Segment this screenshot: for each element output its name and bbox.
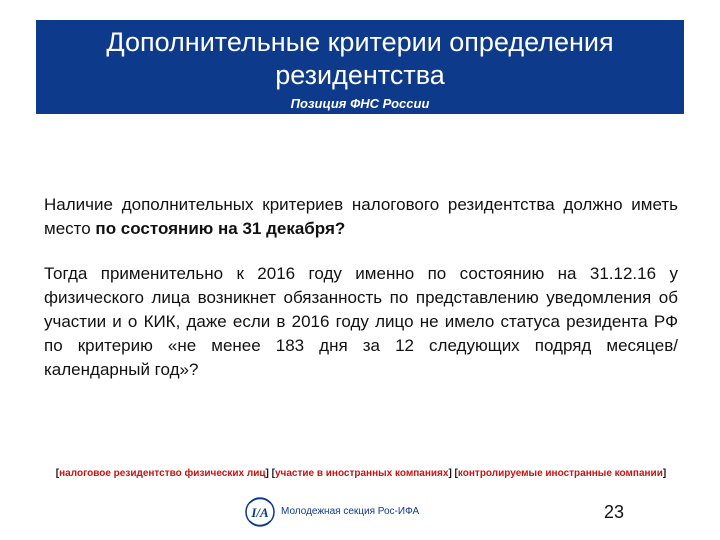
paragraph-criteria-text: Наличие дополнительных критериев налогового резидентства должно иметь место	[44, 195, 678, 238]
slide-header	[36, 20, 684, 114]
topic-tags: [налоговое резидентство физических лиц] [участие в иностранных компаниях] [контролируемые иностранные компании]	[55, 468, 667, 479]
ifa-globe-logo-icon	[244, 496, 276, 528]
slide-title-line-2: резидентства	[275, 60, 445, 90]
footer-org-name: Молодежная секция Рос-ИФА	[281, 506, 420, 517]
tag-cfc[interactable]: контролируемые иностранные компании	[457, 468, 663, 479]
svg-text:I/A: I/A	[251, 505, 269, 520]
paragraph-criteria	[44, 193, 678, 241]
page-number: 23	[604, 502, 625, 522]
slide-title	[36, 26, 684, 92]
slide-subtitle: Позиция ФНС России	[290, 96, 430, 111]
tag-foreign-companies[interactable]: участие в иностранных компаниях	[274, 468, 449, 479]
slide-title-line-1: Дополнительные критерии определения	[106, 27, 614, 57]
paragraph-criteria-bold: по состоянию на 31 декабря?	[95, 219, 346, 238]
paragraph-2016: Тогда применительно к 2016 году именно по состоянию на 31.12.16 у физического лица возникнет обязанность по представлению уведомления об участии и о КИК, даже если в 2016 году лицо не имело статуса резидента РФ по критерию «не менее 183 дня за 12 следующих подряд месяцев/ календарный год»?	[44, 264, 678, 379]
tag-tax-residency[interactable]: налоговое резидентство физических лиц	[59, 468, 266, 479]
